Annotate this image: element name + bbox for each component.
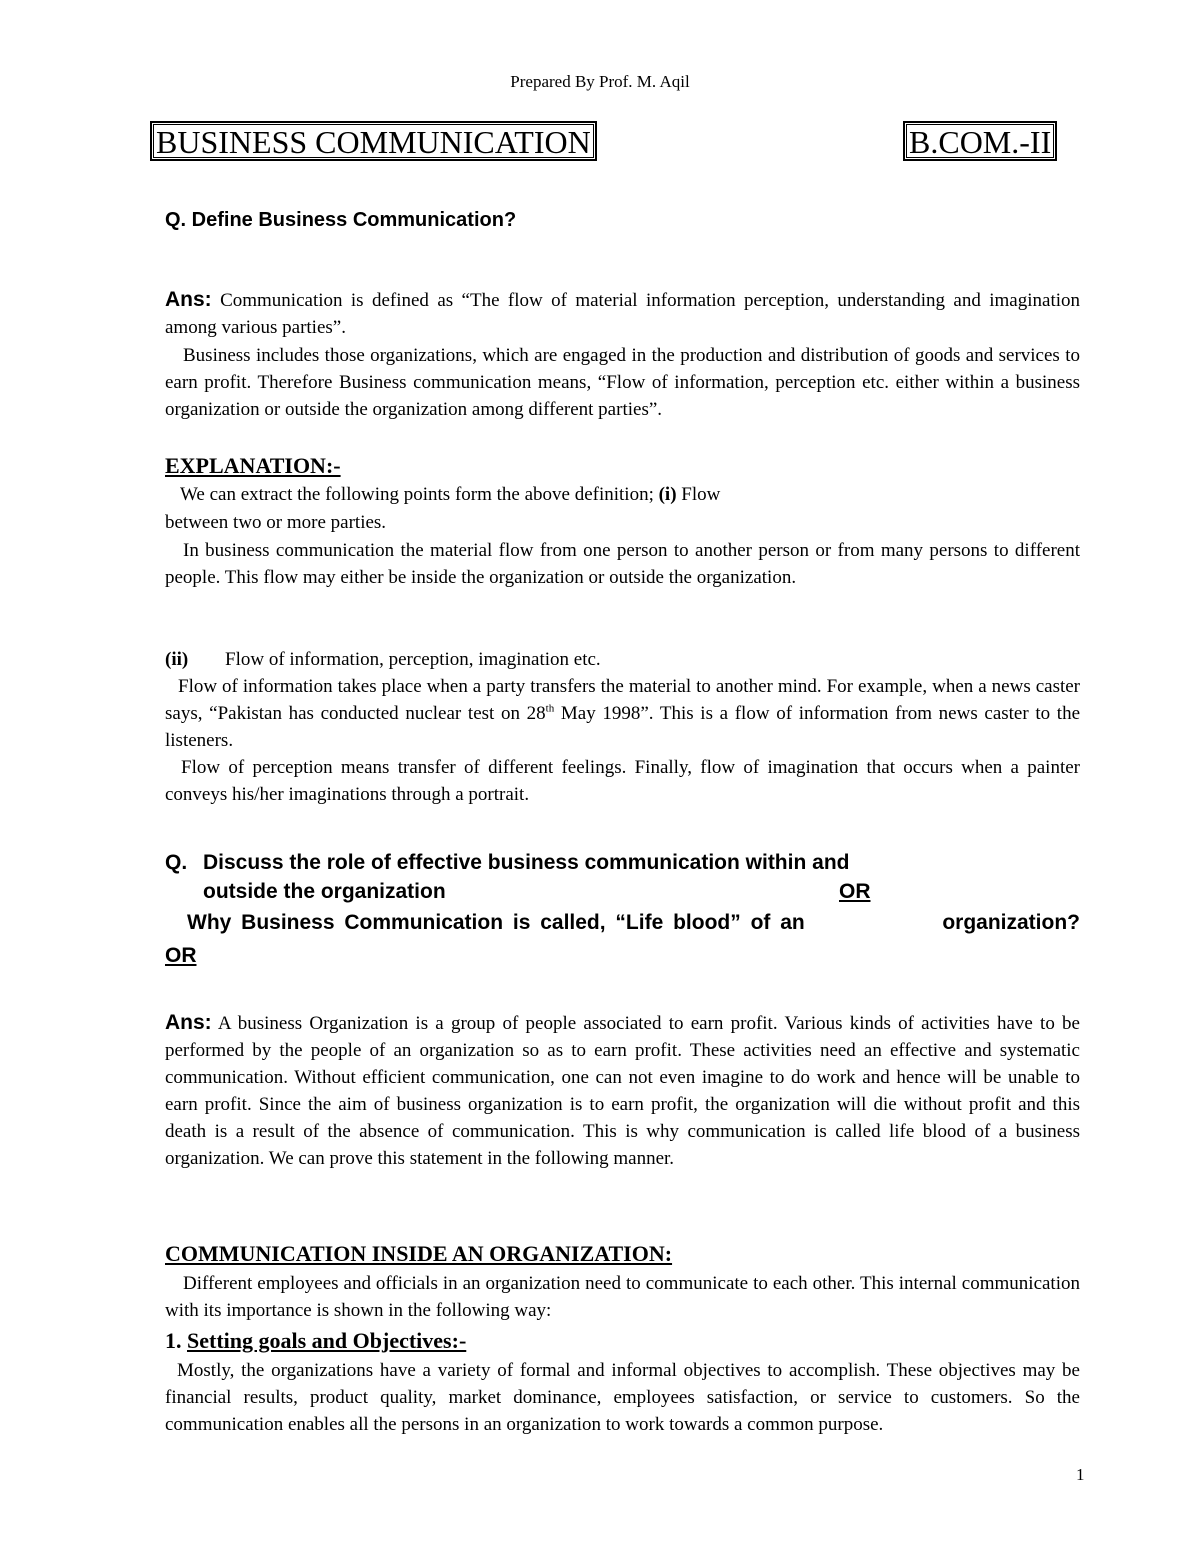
point-i-text: Flow: [676, 484, 721, 505]
point-ii-number: (ii): [165, 649, 189, 670]
perception-paragraph: Flow of perception means transfer of different feelings. Finally, flow of imagination that occurs when a painter conveys his/her imaginations through a portrait.: [165, 757, 1080, 805]
document-title: BUSINESS COMMUNICATION: [150, 121, 597, 161]
answer-2-label: Ans:: [165, 1011, 212, 1034]
question-2: [165, 848, 1080, 970]
answer-1-paragraph-2: Business includes those organizations, which are engaged in the production and distribution of goods and services to earn profit. Therefore Business communication means, “Flow of information, perception etc. either within a business organization or outside the organization among different parties”.: [165, 345, 1080, 420]
answer-1: [165, 286, 1080, 341]
subheading-1: [165, 1327, 1080, 1356]
page-number: 1: [1076, 1465, 1085, 1484]
answer-label: Ans:: [165, 288, 212, 311]
explanation-line-2: between two or more parties.: [165, 512, 387, 533]
subheading-1-text: Setting goals and Objectives:-: [187, 1328, 467, 1353]
answer-1-text: Communication is defined as “The flow of material information perception, understanding and imagination among various parties”.: [165, 290, 1080, 338]
explanation-line-1: [165, 481, 1080, 508]
subheading-1-paragraph: Mostly, the organizations have a variety of formal and informal objectives to accomplish. These objectives may be financial results, product quality, market dominance, employees satisfaction, or service to customers. So the communication enables all the persons in an organization to work towards a common purpose.: [165, 1360, 1080, 1435]
question-1: Q. Define Business Communication?: [165, 209, 517, 231]
point-ii: [165, 646, 1080, 673]
information-paragraph: [165, 673, 1080, 754]
point-ii-text: Flow of information, perception, imagination etc.: [225, 649, 601, 670]
answer-2-text: A business Organization is a group of people associated to earn profit. Various kinds of activities have to be performed by the people of an organization so as to earn profit. These activities need an effective and systematic communication. Without efficient communication, one can not even imagine to do work and hence will be unable to earn profit. Since the aim of business organization is to earn profit, the organization will die without profit and this death is a result of the absence of communication. This is why communication is called life blood of a business organization. We can prove this statement in the following manner.: [165, 1013, 1080, 1169]
question-2-line-3: [165, 908, 1080, 937]
or-separator-1: OR: [839, 880, 871, 903]
question-2-text-4: organization?: [942, 911, 1080, 934]
question-2-line-2: [165, 877, 1080, 906]
information-text-2: May 1998”. This is a flow of information from news caster to the listeners.: [165, 703, 1081, 751]
answer-2: [165, 1009, 1080, 1172]
explanation-heading: [165, 452, 1080, 481]
inside-heading: [165, 1240, 1080, 1269]
question-2-line-1: [165, 848, 1080, 877]
question-2-text-3: Why Business Communication is called, “Life blood” of an: [187, 911, 805, 934]
question-2-text-2: outside the organization: [203, 880, 446, 903]
inside-heading-text: COMMUNICATION INSIDE AN ORGANIZATION:: [165, 1241, 673, 1266]
explanation-paragraph: In business communication the material flow from one person to another person or from many persons to different people. This flow may either be inside the organization or outside the organization.: [165, 540, 1080, 588]
subheading-1-number: 1.: [165, 1328, 187, 1353]
question-2-text-1: Discuss the role of effective business communication within and: [203, 851, 850, 874]
class-title: B.COM.-II: [903, 121, 1057, 161]
question-2-line-4: [165, 941, 1080, 970]
inside-paragraph: Different employees and officials in an organization need to communicate to each other. This internal communication with its importance is shown in the following way:: [165, 1273, 1080, 1321]
ordinal-suffix: th: [545, 702, 555, 715]
or-separator-2: OR: [165, 944, 197, 967]
page-header: Prepared By Prof. M. Aqil: [510, 72, 690, 91]
point-i-number: (i): [658, 484, 677, 505]
information-text-1: Flow of information takes place when a party transfers the material to another mind. For example, when a news caster says, “Pakistan has conducted nuclear test on 28: [165, 676, 1080, 724]
explanation-line-1-text: We can extract the following points form the above definition;: [180, 484, 659, 505]
explanation-heading-text: EXPLANATION:-: [165, 453, 341, 478]
question-2-label: Q.: [165, 851, 188, 874]
